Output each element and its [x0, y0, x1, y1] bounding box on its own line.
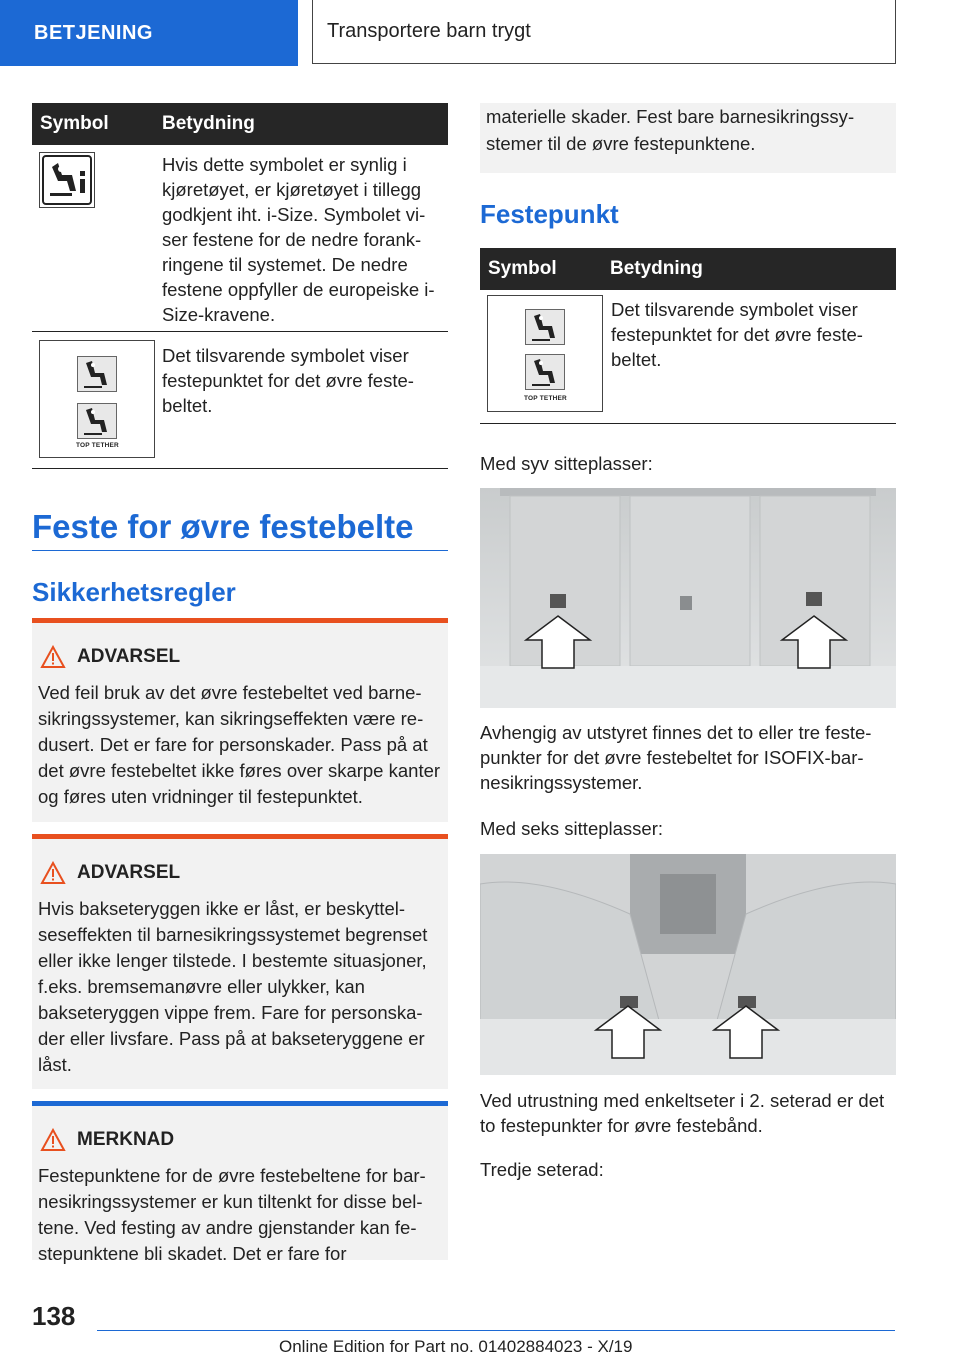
warning-triangle-icon	[40, 861, 66, 885]
footer-edition: Online Edition for Part no. 01402884023 - X/19	[279, 1337, 633, 1356]
warning-box	[32, 839, 448, 1089]
tether-icon-upper	[77, 356, 117, 392]
notice-continued-text: materielle skader. Fest bare barnesikringssystemer til de øvre festepunktene.	[486, 106, 855, 154]
tether-icon-lower	[525, 354, 565, 390]
table1-row1-text: Hvis dette symbolet er synlig i kjøretøyet, er kjøretøyet i tillegg godkjent iht. i-Size. Symbolet viser festene for de nedre forankringene til systemet. De nedre festene oppfyller de europeiske i-Size-kravene.	[162, 154, 435, 325]
table2-bottom-line	[480, 423, 896, 424]
col-meaning: Betydning	[162, 113, 255, 134]
top-tether-label: TOP TETHER	[76, 442, 119, 449]
top-tether-icon	[39, 340, 155, 458]
page-number: 138	[32, 1301, 76, 1331]
table2-header	[480, 248, 896, 290]
notice-text: Festepunktene for de øvre festebeltene for barnesikringssystemer er kun tiltenkt for disse beltene. Ved festing av andre gjenstander kan festepunktene bli skadet. Det er fare for	[38, 1165, 426, 1264]
paragraph-seven-seats: Med syv sitteplasser:	[480, 453, 653, 474]
paragraph-third-row: Tredje seterad:	[480, 1159, 604, 1180]
table1-header	[32, 103, 448, 145]
header-section: BETJENING	[0, 0, 298, 66]
second-row-anchor-photo	[480, 854, 896, 1075]
warning-title: ADVARSEL	[77, 646, 181, 667]
third-row-anchor-photo	[480, 488, 896, 708]
festepunkt-heading: Festepunkt	[480, 199, 619, 229]
top-tether-label: TOP TETHER	[524, 395, 567, 402]
header-title: Transportere barn trygt	[312, 0, 896, 64]
top-tether-icon	[487, 295, 603, 412]
section-title-underline	[32, 550, 448, 551]
isofix-i-size-icon	[39, 152, 95, 208]
section-subtitle: Sikkerhetsregler	[32, 577, 236, 607]
notice-continued-box	[480, 103, 896, 173]
section-title: Feste for øvre festebelte	[32, 508, 414, 545]
tether-icon-lower	[77, 403, 117, 439]
paragraph-six-seats: Med seks sitteplasser:	[480, 818, 664, 839]
table1-bottom-line	[32, 468, 448, 469]
warning-text: Hvis bakseteryggen ikke er låst, er beskyttelseseffekten til barnesikringssystemet begrenset eller ikke lenger tilstede. I bestemte situasjoner, f.eks. bremsemanøvre eller ulykker, kan bakseteryggen vippe frem. Fare for personskader eller livsfare. Pass på at bakseteryggene er låst.	[38, 898, 428, 1075]
table1-row-divider	[32, 331, 448, 332]
notice-title: MERKNAD	[77, 1129, 175, 1150]
warning-title: ADVARSEL	[77, 862, 181, 883]
warning-triangle-icon	[40, 645, 66, 669]
col-meaning: Betydning	[610, 258, 703, 279]
warning-text: Ved feil bruk av det øvre festebeltet ved barnesikringssystemer, kan sikringseffekten være redusert. Det er fare for personskader. Pass på at det øvre festebeltet ikke føres over skarpe kanter og føres uten vridninger til festepunktet.	[38, 682, 441, 807]
notice-triangle-icon	[40, 1128, 66, 1152]
table1-row2-text: Det tilsvarende symbolet viser festepunktet for det øvre festebeltet.	[162, 345, 414, 416]
warning-box	[32, 623, 448, 822]
col-symbol: Symbol	[40, 113, 109, 134]
table2-row-text: Det tilsvarende symbolet viser festepunktet for det øvre festebeltet.	[611, 299, 863, 370]
paragraph-anchor-points: Avhengig av utstyret finnes det to eller tre festepunkter for det øvre festebeltet for ISOFIX-barnesikringssystemer.	[480, 722, 872, 793]
notice-box	[32, 1106, 448, 1264]
tether-icon-upper	[525, 309, 565, 345]
col-symbol: Symbol	[488, 258, 557, 279]
footer-line	[97, 1330, 895, 1331]
paragraph-single-seats: Ved utrustning med enkeltseter i 2. seterad er det to festepunkter for øvre festebånd.	[480, 1090, 885, 1136]
